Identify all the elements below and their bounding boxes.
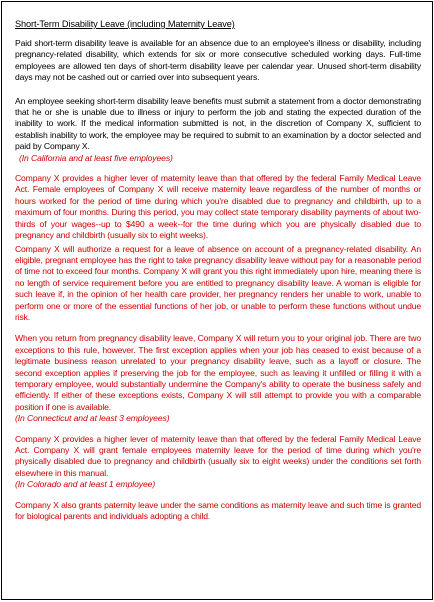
section-colorado (15, 479, 421, 522)
section-heading-california: (In California and at least five employees) (19, 152, 173, 163)
intro-paragraph-1: Paid short-term disability leave is available for an absence due to an employee's illness or disability, including pregnancy-related disability, which extends for six or more consecutive scheduled working days. Full-time employees are allowed ten days of short-term disability leave per calendar year. Unused short-term disability days may not be cashed out or carried over into subsequent years. (15, 38, 421, 83)
colorado-paragraph-1: Company X also grants paternity leave under the same conditions as maternity leave and such time is granted for biological parents and individuals adopting a child. (15, 499, 421, 522)
intro-paragraph-2: An employee seeking short-term disability leave benefits must submit a statement from a doctor demonstrating that he or she is unable due to illness or injury to perform the job and stating the expected duration of the inability to work. If the medical information submitted is not, in the discretion of Company X, sufficient to establish inability to work, the employee may be required to submit to an examination by a doctor selected and paid by Company X. (15, 95, 421, 152)
connecticut-paragraph-1: Company X provides a higher lever of maternity leave than that offered by the federal Family Medical Leave Act. Company X will grant female employees maternity leave for the period of time during which you're physically disabled due to pregnancy and childbirth (usually six to eight weeks) under the conditions set forth elsewhere in this manual. (15, 433, 421, 478)
section-heading-colorado: (In Colorado and at least 1 employee) (15, 479, 156, 490)
california-paragraph-1: Company X provides a higher lever of maternity leave than that offered by the federal Family Medical Leave Act. Female employees of Company X will receive maternity leave regardless of the number of months or hours worked for the period of time during which you're disabled due to pregnancy and childbirth, up to a maximum of four months. During this period, you may collect state temporary disability payments of about two-thirds of your wages--up to $490 a week--for the time during which you are physically disabled due to pregnancy and childbirth (usually six to eight weeks). (15, 173, 421, 241)
california-paragraph-3: When you return from pregnancy disability leave, Company X will return you to your original job. There are two exceptions to this rule, however. The first exception applies when your job has ceased to exist because of a legitimate business reason unrelated to your pregnancy disability leave, such as a layoff or closure. The second exception applies if preserving the job for the employee, such as leaving it unfilled or filling it with a temporary employee, would substantially undermine the Company's ability to operate the business safely and efficiently. If either of these exceptions exists, Company X will still attempt to provide you with a comparable position if one is available. (15, 333, 421, 412)
section-connecticut (15, 413, 421, 479)
section-california (15, 153, 421, 414)
document-title: Short-Term Disability Leave (including Maternity Leave) (15, 19, 235, 29)
document-page (1, 1, 433, 600)
california-paragraph-2: Company X will authorize a request for a leave of absence on account of a pregnancy-related disability. An eligible, pregnant employee has the right to take pregnancy disability leave without pay for a reasonable period of time not to exceed four months. Company X will grant you this right immediately upon hire, meaning there is no length of service requirement before you are entitled to pregnancy disability leave. A woman is eligible for such leave if, in the opinion of her health care provider, her pregnancy renders her unable to work, unable to perform one or more of the essential functions of her job, or unable to perform these functions without undue risk. (15, 243, 421, 322)
section-heading-connecticut: (In Connecticut and at least 3 employees) (15, 413, 170, 424)
